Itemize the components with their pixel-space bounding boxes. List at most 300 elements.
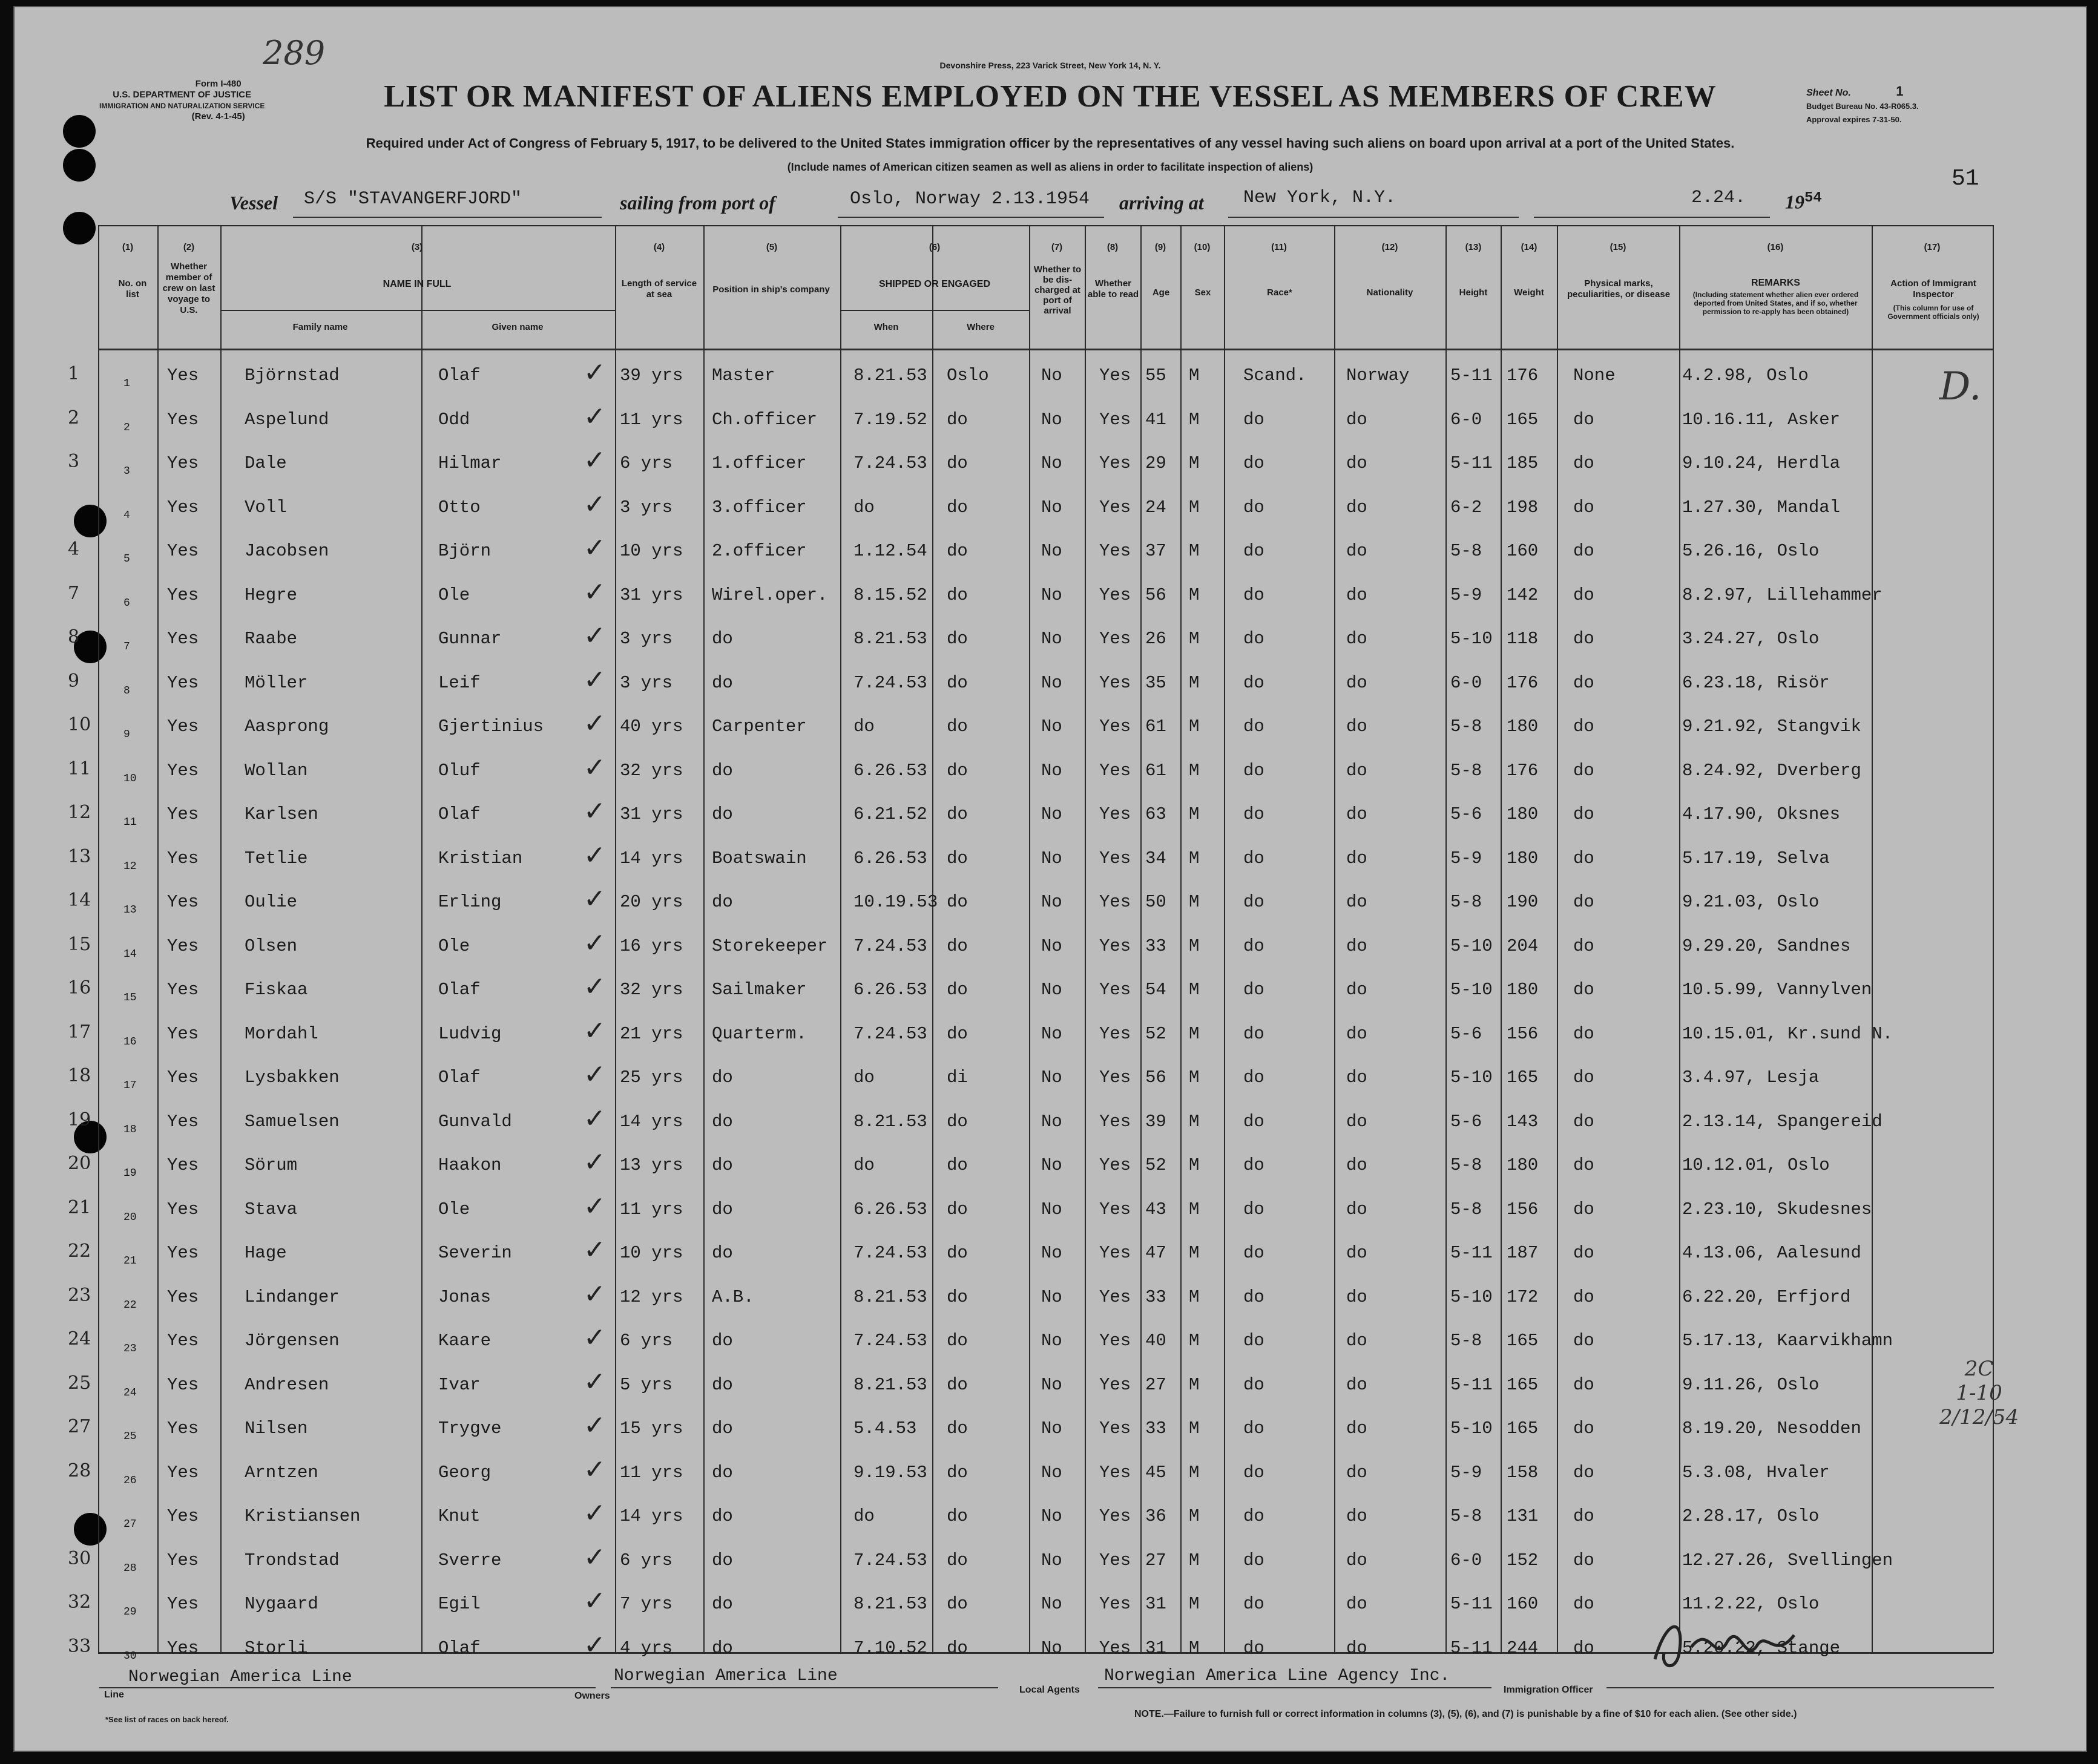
service-cell: 10 yrs: [620, 541, 683, 561]
family-name-cell: Voll: [245, 497, 287, 517]
discharge-cell: No: [1041, 541, 1062, 561]
when-cell: 9.19.53: [853, 1462, 927, 1483]
penalty-note: NOTE.—Failure to furnish full or correct information in columns (3), (5), (6), and (7) is punishable by a fine of $10 for each alien. (See other side.): [1134, 1709, 1797, 1719]
discharge-cell: No: [1041, 1418, 1062, 1438]
remarks-cell: 5.17.19, Selva: [1682, 848, 1830, 868]
weight-cell: 158: [1507, 1462, 1539, 1483]
where-cell: do: [947, 541, 968, 561]
legal-requirement: Required under Act of Congress of February 5, 1917, to be delivered to the United States immigration officer by the representatives of any vessel having such aliens on board upon arrival at a port of the United States.: [366, 136, 1735, 151]
age-cell: 31: [1145, 1594, 1166, 1614]
nationality-cell: do: [1346, 760, 1367, 781]
family-name-cell: Aasprong: [245, 716, 329, 736]
checkmark-icon: ✓: [584, 1541, 606, 1573]
nationality-cell: do: [1346, 1594, 1367, 1614]
list-number-cell: 15: [123, 992, 137, 1004]
where-cell: do: [947, 585, 968, 605]
last-voyage-cell: Yes: [167, 1023, 199, 1044]
list-number-cell: 26: [123, 1474, 137, 1487]
family-name-cell: Oulie: [245, 892, 298, 912]
physical-marks-cell: do: [1573, 1243, 1594, 1263]
physical-marks-cell: do: [1573, 804, 1594, 824]
race-cell: do: [1243, 1067, 1264, 1087]
checkmark-icon: ✓: [584, 1498, 606, 1529]
race-cell: Scand.: [1243, 366, 1307, 385]
list-number-cell: 21: [123, 1255, 137, 1267]
position-cell: do: [712, 1594, 733, 1614]
read-cell: Yes: [1099, 1067, 1131, 1087]
race-cell: do: [1243, 1638, 1264, 1658]
position-cell: do: [712, 1374, 733, 1395]
remarks-cell: 9.29.20, Sandnes: [1682, 936, 1851, 956]
read-cell: Yes: [1099, 892, 1131, 912]
position-cell: do: [712, 1506, 733, 1526]
when-cell: 7.24.53: [853, 1550, 927, 1570]
nationality-cell: do: [1346, 1550, 1367, 1570]
age-cell: 45: [1145, 1462, 1166, 1483]
given-name-cell: Björn: [438, 541, 492, 561]
checkmark-icon: ✓: [584, 884, 606, 914]
column-rule: [840, 225, 841, 1653]
col-nationality: Nationality: [1366, 287, 1413, 298]
weight-cell: 204: [1507, 936, 1539, 956]
handwritten-page-number: 51: [1952, 166, 1979, 192]
where-cell: do: [947, 1506, 968, 1526]
where-cell: do: [947, 1374, 968, 1395]
handwritten-row-number: 27: [68, 1416, 91, 1437]
remarks-cell: 9.21.03, Oslo: [1682, 892, 1820, 912]
read-cell: Yes: [1099, 716, 1131, 736]
family-name-cell: Raabe: [245, 629, 298, 649]
column-rule: [157, 225, 159, 1653]
weight-cell: 180: [1507, 848, 1539, 868]
position-cell: 1.officer: [712, 453, 807, 473]
when-cell: 7.24.53: [853, 1331, 927, 1351]
checkmark-icon: ✓: [584, 401, 606, 432]
given-name-cell: Leif: [438, 672, 481, 693]
height-cell: 5-9: [1450, 585, 1482, 605]
list-number-cell: 27: [123, 1518, 137, 1530]
sex-cell: M: [1189, 760, 1200, 781]
list-number-cell: 6: [123, 597, 130, 609]
last-voyage-cell: Yes: [167, 1155, 199, 1175]
sheet-number: 1: [1896, 84, 1904, 99]
col-where: Where: [967, 322, 995, 332]
weight-cell: 165: [1507, 1331, 1539, 1351]
read-cell: Yes: [1099, 936, 1131, 956]
age-cell: 43: [1145, 1199, 1166, 1219]
height-cell: 5-10: [1450, 936, 1493, 956]
list-number-cell: 22: [123, 1299, 137, 1311]
given-name-cell: Georg: [438, 1462, 492, 1483]
last-voyage-cell: Yes: [167, 1243, 199, 1263]
race-cell: do: [1243, 1155, 1264, 1175]
height-cell: 5-11: [1450, 1243, 1493, 1263]
manifest-sheet: [13, 6, 2087, 1752]
height-cell: 5-11: [1450, 1638, 1493, 1658]
age-cell: 63: [1145, 804, 1166, 824]
sex-cell: M: [1189, 366, 1200, 385]
column-rule: [1872, 225, 1873, 1653]
list-number-cell: 10: [123, 772, 137, 785]
where-cell: do: [947, 1331, 968, 1351]
column-number: (5): [766, 242, 778, 252]
nationality-cell: Norway: [1346, 366, 1410, 385]
sex-cell: M: [1189, 1155, 1200, 1175]
remarks-cell: 4.17.90, Oksnes: [1682, 804, 1841, 824]
service-cell: 3 yrs: [620, 672, 673, 693]
service-cell: 40 yrs: [620, 716, 683, 736]
remarks-cell: 9.21.92, Stangvik: [1682, 716, 1861, 736]
discharge-cell: No: [1041, 1111, 1062, 1132]
last-voyage-cell: Yes: [167, 672, 199, 693]
when-cell: 5.4.53: [853, 1418, 917, 1438]
col-length-service: Length of service at sea: [621, 278, 697, 300]
last-voyage-cell: Yes: [167, 1287, 199, 1307]
where-cell: do: [947, 892, 968, 912]
checkmark-icon: ✓: [584, 1322, 606, 1353]
list-number-cell: 13: [123, 904, 137, 916]
weight-cell: 160: [1507, 541, 1539, 561]
column-rule: [98, 225, 99, 1653]
when-cell: do: [853, 1155, 875, 1175]
discharge-cell: No: [1041, 892, 1062, 912]
checkmark-icon: ✓: [584, 1190, 606, 1222]
last-voyage-cell: Yes: [167, 1331, 199, 1351]
handwritten-row-number: 11: [68, 758, 91, 779]
list-number-cell: 7: [123, 641, 130, 653]
age-cell: 39: [1145, 1111, 1166, 1132]
height-cell: 5-10: [1450, 1418, 1493, 1438]
when-cell: 7.24.53: [853, 453, 927, 473]
race-cell: do: [1243, 1374, 1264, 1395]
checkmark-icon: ✓: [584, 1366, 606, 1397]
discharge-cell: No: [1041, 409, 1062, 430]
last-voyage-cell: Yes: [167, 760, 199, 781]
arrival-date: 2.24.: [1691, 188, 1746, 208]
list-number-cell: 3: [123, 465, 130, 477]
last-voyage-cell: Yes: [167, 366, 199, 385]
age-cell: 33: [1145, 1287, 1166, 1307]
sex-cell: M: [1189, 585, 1200, 605]
physical-marks-cell: do: [1573, 453, 1594, 473]
when-cell: 7.24.53: [853, 1243, 927, 1263]
when-cell: 6.26.53: [853, 1199, 927, 1219]
stamp-line-3: 2/12/54: [1939, 1405, 2019, 1429]
read-cell: Yes: [1099, 453, 1131, 473]
col-weight: Weight: [1514, 287, 1544, 298]
read-cell: Yes: [1099, 1199, 1131, 1219]
age-cell: 35: [1145, 672, 1166, 693]
discharge-cell: No: [1041, 1287, 1062, 1307]
height-cell: 5-8: [1450, 760, 1482, 781]
family-name-cell: Mordahl: [245, 1023, 318, 1044]
weight-cell: 142: [1507, 585, 1539, 605]
nationality-cell: do: [1346, 1199, 1367, 1219]
last-voyage-cell: Yes: [167, 848, 199, 868]
column-rule: [1993, 225, 1994, 1653]
nationality-cell: do: [1346, 1243, 1367, 1263]
service-cell: 14 yrs: [620, 848, 683, 868]
nationality-cell: do: [1346, 672, 1367, 693]
given-name-cell: Ole: [438, 1199, 470, 1219]
height-cell: 5-11: [1450, 366, 1493, 385]
when-cell: 7.19.52: [853, 409, 927, 430]
inclusion-note: (Include names of American citizen seamen as well as aliens in order to facilitate inspection of aliens): [787, 161, 1314, 173]
checkmark-icon: ✓: [584, 488, 606, 520]
physical-marks-cell: do: [1573, 980, 1594, 1000]
col-no-on-list: No. on list: [118, 278, 147, 300]
sex-cell: M: [1189, 1550, 1200, 1570]
column-rule: [1445, 225, 1447, 1653]
checkmark-icon: ✓: [584, 708, 606, 739]
when-cell: 8.21.53: [853, 1374, 927, 1395]
position-cell: 2.officer: [712, 541, 807, 561]
family-name-cell: Storli: [245, 1638, 308, 1658]
physical-marks-cell: do: [1573, 716, 1594, 736]
sex-cell: M: [1189, 1067, 1200, 1087]
where-cell: do: [947, 716, 968, 736]
physical-marks-cell: do: [1573, 1550, 1594, 1570]
handwritten-row-number: 20: [68, 1153, 91, 1174]
column-number: (7): [1051, 242, 1063, 252]
nationality-cell: do: [1346, 1462, 1367, 1483]
remarks-cell: 10.16.11, Asker: [1682, 409, 1841, 430]
column-rule: [932, 225, 933, 1653]
list-number-cell: 12: [123, 860, 137, 873]
column-rule: [1679, 225, 1680, 1653]
list-number-cell: 14: [123, 948, 137, 960]
weight-cell: 156: [1507, 1199, 1539, 1219]
family-name-cell: Jörgensen: [245, 1331, 340, 1351]
handwritten-row-number: 2: [68, 407, 80, 428]
given-name-cell: Gjertinius: [438, 716, 544, 736]
race-cell: do: [1243, 453, 1264, 473]
printer-credit: Devonshire Press, 223 Varick Street, New York 14, N. Y.: [939, 61, 1161, 70]
nationality-cell: do: [1346, 1638, 1367, 1658]
checkmark-icon: ✓: [584, 1147, 606, 1178]
service-cell: 10 yrs: [620, 1243, 683, 1263]
checkmark-icon: ✓: [584, 445, 606, 476]
weight-cell: 165: [1507, 1067, 1539, 1087]
physical-marks-cell: do: [1573, 1023, 1594, 1044]
discharge-cell: No: [1041, 1374, 1062, 1395]
position-cell: 3.officer: [712, 497, 807, 517]
nationality-cell: do: [1346, 1287, 1367, 1307]
nationality-cell: do: [1346, 1067, 1367, 1087]
where-cell: do: [947, 1462, 968, 1483]
read-cell: Yes: [1099, 1550, 1131, 1570]
remarks-cell: 9.10.24, Herdla: [1682, 453, 1841, 473]
position-cell: A.B.: [712, 1287, 754, 1307]
checkmark-icon: ✓: [584, 357, 606, 388]
age-cell: 33: [1145, 936, 1166, 956]
position-cell: do: [712, 1111, 733, 1132]
handwritten-row-number: 21: [68, 1196, 91, 1218]
service-cell: 20 yrs: [620, 892, 683, 912]
race-cell: do: [1243, 804, 1264, 824]
physical-marks-cell: do: [1573, 541, 1594, 561]
officer-label: Immigration Officer: [1504, 1685, 1593, 1695]
handwritten-row-number: 28: [68, 1460, 91, 1481]
officer-underline: [1606, 1687, 1994, 1688]
handwritten-row-number: 4: [68, 539, 80, 560]
height-cell: 5-8: [1450, 892, 1482, 912]
read-cell: Yes: [1099, 1111, 1131, 1132]
handwritten-row-number: 12: [68, 802, 91, 823]
col-family-name: Family name: [292, 322, 348, 332]
position-cell: Storekeeper: [712, 936, 828, 956]
checkmark-icon: ✓: [584, 576, 606, 608]
col-age: Age: [1152, 287, 1170, 298]
read-cell: Yes: [1099, 1155, 1131, 1175]
discharge-cell: No: [1041, 1155, 1062, 1175]
where-cell: do: [947, 672, 968, 693]
remarks-cell: 8.24.92, Dverberg: [1682, 760, 1861, 781]
height-cell: 6-2: [1450, 497, 1482, 517]
read-cell: Yes: [1099, 585, 1131, 605]
given-name-cell: Sverre: [438, 1550, 502, 1570]
handwritten-row-number: 19: [68, 1109, 91, 1130]
discharge-cell: No: [1041, 1594, 1062, 1614]
physical-marks-cell: do: [1573, 672, 1594, 693]
nationality-cell: do: [1346, 848, 1367, 868]
service-cell: 39 yrs: [620, 366, 683, 385]
discharge-cell: No: [1041, 716, 1062, 736]
when-cell: 8.15.52: [853, 585, 927, 605]
physical-marks-cell: do: [1573, 1331, 1594, 1351]
last-voyage-cell: Yes: [167, 541, 199, 561]
position-cell: Master: [712, 366, 775, 385]
last-voyage-cell: Yes: [167, 1506, 199, 1526]
checkmark-icon: ✓: [584, 1234, 606, 1265]
last-voyage-cell: Yes: [167, 1199, 199, 1219]
given-name-cell: Ole: [438, 585, 470, 605]
where-cell: do: [947, 1023, 968, 1044]
remarks-cell: 5.17.13, Kaarvikhamn: [1682, 1331, 1893, 1351]
where-cell: do: [947, 629, 968, 649]
when-cell: 8.21.53: [853, 1594, 927, 1614]
race-cell: do: [1243, 629, 1264, 649]
weight-cell: 172: [1507, 1287, 1539, 1307]
checkmark-icon: ✓: [584, 1629, 606, 1661]
list-number-cell: 19: [123, 1167, 137, 1179]
read-cell: Yes: [1099, 804, 1131, 824]
col-position: Position in ship's company: [712, 284, 830, 295]
family-name-cell: Samuelsen: [245, 1111, 340, 1132]
line-value: Norwegian America Line: [128, 1668, 352, 1687]
age-cell: 34: [1145, 848, 1166, 868]
where-cell: do: [947, 1199, 968, 1219]
where-cell: do: [947, 760, 968, 781]
when-cell: 6.21.52: [853, 804, 927, 824]
family-name-cell: Wollan: [245, 760, 308, 781]
given-name-cell: Kristian: [438, 848, 523, 868]
service-cell: 25 yrs: [620, 1067, 683, 1087]
given-name-cell: Olaf: [438, 1067, 481, 1087]
checkmark-icon: ✓: [584, 1454, 606, 1485]
agents-value: Norwegian America Line Agency Inc.: [1104, 1667, 1450, 1685]
age-cell: 56: [1145, 585, 1166, 605]
race-cell: do: [1243, 1418, 1264, 1438]
column-rule: [1140, 225, 1142, 1653]
position-cell: do: [712, 760, 733, 781]
last-voyage-cell: Yes: [167, 1594, 199, 1614]
read-cell: Yes: [1099, 672, 1131, 693]
family-name-cell: Karlsen: [245, 804, 318, 824]
discharge-cell: No: [1041, 629, 1062, 649]
height-cell: 5-9: [1450, 1462, 1482, 1483]
read-cell: Yes: [1099, 1331, 1131, 1351]
remarks-cell: 6.23.18, Risör: [1682, 672, 1830, 693]
physical-marks-cell: do: [1573, 1594, 1594, 1614]
discharge-cell: No: [1041, 1243, 1062, 1263]
read-cell: Yes: [1099, 541, 1131, 561]
service-cell: 14 yrs: [620, 1111, 683, 1132]
list-number-cell: 8: [123, 684, 130, 697]
form-number: Form I-480: [195, 79, 242, 89]
read-cell: Yes: [1099, 760, 1131, 781]
owners-underline: [611, 1687, 998, 1688]
weight-cell: 165: [1507, 1418, 1539, 1438]
sex-cell: M: [1189, 497, 1200, 517]
race-cell: do: [1243, 716, 1264, 736]
physical-marks-cell: None: [1573, 366, 1616, 385]
inspector-mark: D.: [1939, 364, 1982, 409]
list-number-cell: 17: [123, 1080, 137, 1092]
height-cell: 5-10: [1450, 1067, 1493, 1087]
arriving-underline: [1228, 217, 1519, 218]
where-cell: do: [947, 1287, 968, 1307]
handwritten-row-number: 24: [68, 1328, 91, 1349]
position-cell: do: [712, 1243, 733, 1263]
where-cell: do: [947, 409, 968, 430]
read-cell: Yes: [1099, 1243, 1131, 1263]
service-cell: 31 yrs: [620, 585, 683, 605]
when-cell: 8.21.53: [853, 366, 927, 385]
column-number: (2): [183, 242, 195, 252]
col-inspector-action: Action of Immigrant Inspector: [1890, 278, 1976, 300]
remarks-cell: 10.12.01, Oslo: [1682, 1155, 1830, 1175]
nationality-cell: do: [1346, 1374, 1367, 1395]
sex-cell: M: [1189, 848, 1200, 868]
family-name-cell: Olsen: [245, 936, 298, 956]
handwritten-row-number: 18: [68, 1065, 91, 1086]
age-cell: 31: [1145, 1638, 1166, 1658]
remarks-cell: 10.5.99, Vannylven: [1682, 980, 1872, 1000]
age-cell: 33: [1145, 1418, 1166, 1438]
handwritten-row-number: 15: [68, 933, 91, 955]
column-number: (6): [929, 242, 941, 252]
nationality-cell: do: [1346, 804, 1367, 824]
age-cell: 52: [1145, 1023, 1166, 1044]
family-name-cell: Andresen: [245, 1374, 329, 1395]
read-cell: Yes: [1099, 1418, 1131, 1438]
age-cell: 56: [1145, 1067, 1166, 1087]
physical-marks-cell: do: [1573, 1067, 1594, 1087]
discharge-cell: No: [1041, 1199, 1062, 1219]
weight-cell: 198: [1507, 497, 1539, 517]
column-number: (3): [411, 242, 423, 252]
column-number: (12): [1381, 242, 1398, 252]
read-cell: Yes: [1099, 1462, 1131, 1483]
races-note: *See list of races on back hereof.: [105, 1715, 229, 1724]
position-cell: do: [712, 1418, 733, 1438]
sex-cell: M: [1189, 1199, 1200, 1219]
position-cell: do: [712, 1462, 733, 1483]
family-name-cell: Fiskaa: [245, 980, 308, 1000]
line-underline: [99, 1687, 596, 1688]
age-cell: 26: [1145, 629, 1166, 649]
